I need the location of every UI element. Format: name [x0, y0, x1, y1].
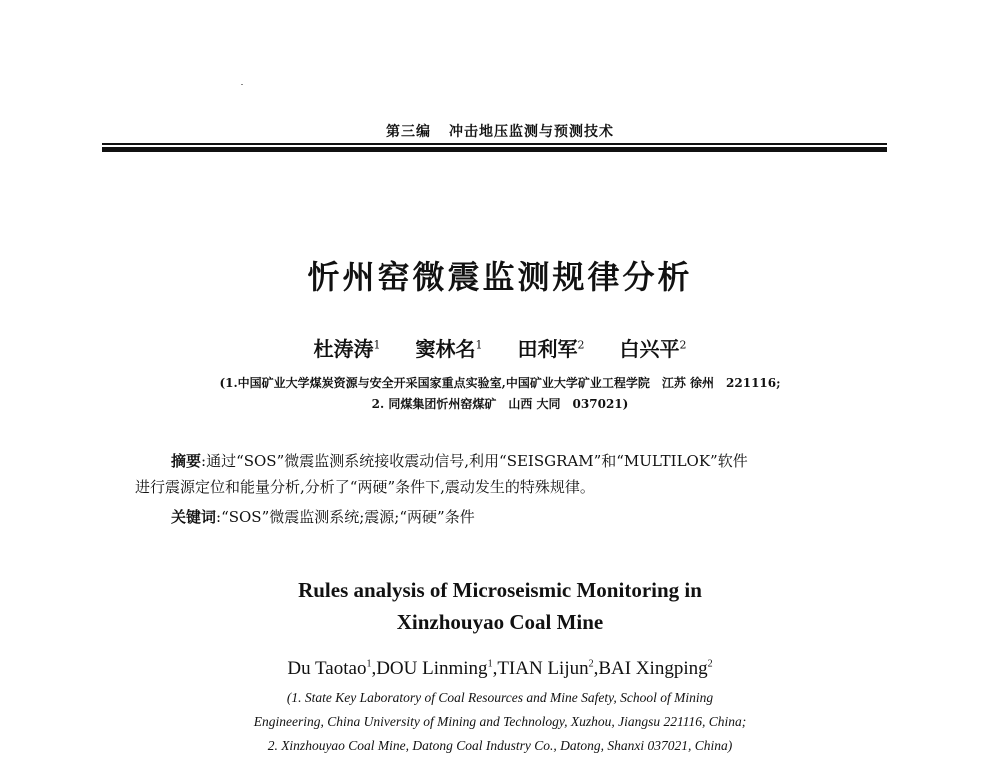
abstract-text-line: :通过“SOS”微震监测系统接收震动信号,利用“SEISGRAM”和“MULTILOK”软件 [201, 452, 748, 470]
scan-speck [241, 84, 243, 85]
author-en: Du Taotao [287, 658, 367, 679]
running-header [0, 121, 1000, 141]
paper-title-en-line: Rules analysis of Microseismic Monitoring in [298, 578, 702, 602]
keywords-text: :“SOS”微震监测系统;震源;“两硬”条件 [216, 508, 475, 526]
author-cn: 杜涛涛$^1$ [313, 337, 381, 361]
author-en: DOU Linming [376, 658, 488, 679]
paper-title-en [0, 574, 1000, 638]
header-rule-thick [102, 147, 887, 152]
keywords-label: 关键词 [171, 508, 217, 526]
abstract-text-line: 进行震源定位和能量分析,分析了“两硬”条件下,震动发生的特殊规律。 [135, 478, 595, 496]
author-cn: 窦林名$^1$ [415, 337, 483, 361]
header-rule-thin [102, 143, 887, 145]
author-en: BAI Xingping [598, 658, 708, 679]
author-en: TIAN Lijun [497, 658, 589, 679]
keywords-cn [171, 506, 475, 527]
affiliation-en-line: Engineering, China University of Mining and Technology, Xuzhou, Jiangsu 221116, China; [253, 714, 747, 729]
abstract-cn [135, 448, 865, 500]
affiliation-cn-line: (1.中国矿业大学煤炭资源与安全开采国家重点实验室,中国矿业大学矿业工程学院 江苏 徐州 221116; [219, 376, 781, 390]
author-cn: 田利军$^2$ [517, 337, 585, 361]
affiliation-en-line: (1. State Key Laboratory of Coal Resources and Mine Safety, School of Mining [286, 690, 714, 705]
affiliation-cn-line: 2. 同煤集团忻州窑煤矿 山西 大同 037021) [371, 397, 629, 411]
paper-title-en-line: Xinzhouyao Coal Mine [396, 610, 604, 634]
author-cn: 白兴平$^2$ [619, 337, 687, 361]
abstract-label: 摘要 [171, 452, 202, 470]
running-header-topic: 冲击地压监测与预测技术 [449, 124, 614, 140]
paper-title-cn: 忻州窑微震监测规律分析 [307, 258, 693, 296]
author-list-en: Du Taotao$^1$,DOU Linming$^1$,TIAN Lijun$^2$,BAI Xingping$^2$ [287, 658, 713, 679]
affiliation-en-line: 2. Xinzhouyao Coal Mine, Datong Coal Industry Co., Datong, Shanxi 037021, China) [267, 738, 733, 753]
running-header-part: 第三编 [386, 124, 431, 140]
author-list-cn [0, 333, 1000, 362]
